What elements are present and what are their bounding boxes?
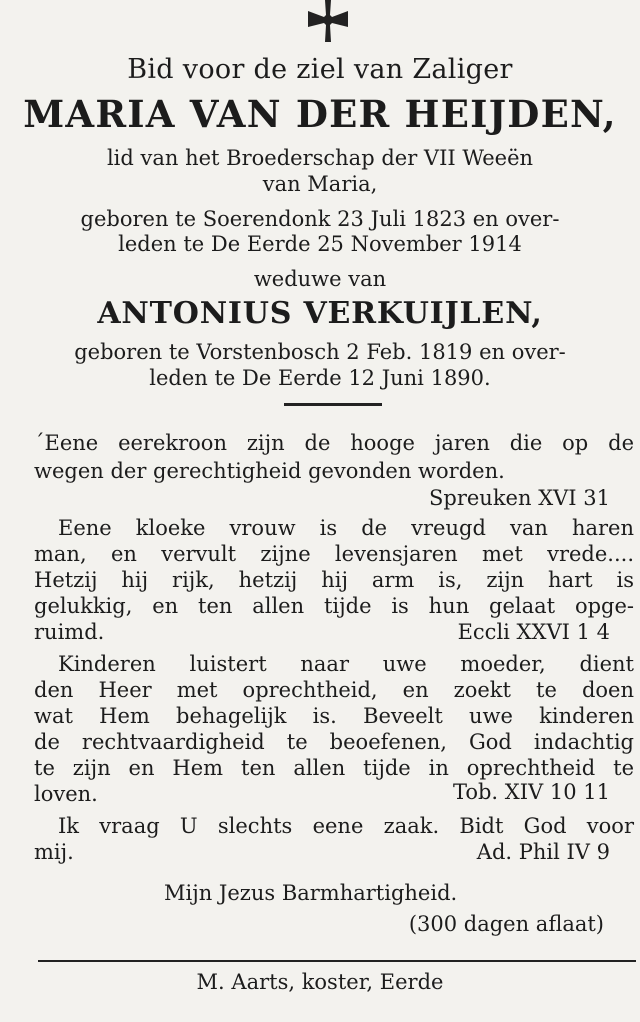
- spouse-birth-line: geboren te Vorstenbosch 2 Feb. 1819 en over-: [74, 340, 566, 364]
- cross-pattee-icon: [303, 0, 353, 42]
- verse-line: loven.: [34, 782, 98, 806]
- verse-line: Kinderen luistert naar uwe moeder, dient: [58, 652, 634, 676]
- verse-source: Eccli XXVI 1 4: [457, 620, 610, 644]
- verse-source: Ad. Phil IV 9: [476, 840, 610, 864]
- verse-line: wat Hem behagelijk is. Beveelt uwe kinderen: [34, 704, 634, 728]
- verse-line: Hetzij hij rijk, hetzij hij arm is, zijn hart is: [34, 568, 634, 592]
- verse-source: Tob. XIV 10 11: [452, 780, 610, 804]
- verse-line: den Heer met oprechtheid, en zoekt te doen: [34, 678, 634, 702]
- deceased-name: MARIA VAN DER HEIJDEN,: [23, 92, 617, 136]
- prayer-heading: Bid voor de ziel van Zaliger: [127, 54, 513, 85]
- divider-short: [284, 403, 382, 406]
- verse-line: ruimd.: [34, 620, 105, 644]
- indulgence-note: (300 dagen aflaat): [408, 912, 604, 936]
- brotherhood-line-2: van Maria,: [262, 172, 378, 196]
- death-line: leden te De Eerde 25 November 1914: [118, 232, 522, 256]
- verse-source: Spreuken XVI 31: [429, 486, 610, 510]
- spouse-name: ANTONIUS VERKUIJLEN,: [97, 296, 543, 331]
- brotherhood-line: lid van het Broederschap der VII Weeën: [106, 146, 534, 170]
- birth-line: geboren te Soerendonk 23 Juli 1823 en over-: [80, 207, 560, 231]
- verse-line: Eene kloeke vrouw is de vreugd van haren: [58, 516, 634, 540]
- verse-line: ´Eene eerekroon zijn de hooge jaren die op de: [34, 431, 634, 455]
- divider-long: [38, 960, 636, 962]
- verse-line: wegen der gerechtigheid gevonden worden.: [34, 459, 505, 483]
- spouse-death-line: leden te De Eerde 12 Juni 1890.: [149, 366, 491, 390]
- prayer-line: Mijn Jezus Barmhartigheid.: [164, 881, 458, 905]
- verse-line: te zijn en Hem ten allen tijde in oprechtheid te: [34, 756, 634, 780]
- verse-line: gelukkig, en ten allen tijde is hun gelaat opge-: [34, 594, 634, 618]
- verse-line: man, en vervult zijne levensjaren met vrede....: [34, 542, 634, 566]
- verse-line: de rechtvaardigheid te beoefenen, God indachtig: [34, 730, 634, 754]
- widow-of-label: weduwe van: [253, 267, 387, 291]
- printer-credit: M. Aarts, koster, Eerde: [196, 970, 444, 994]
- verse-line: Ik vraag U slechts eene zaak. Bidt God voor: [58, 814, 634, 838]
- verse-line: mij.: [34, 840, 74, 864]
